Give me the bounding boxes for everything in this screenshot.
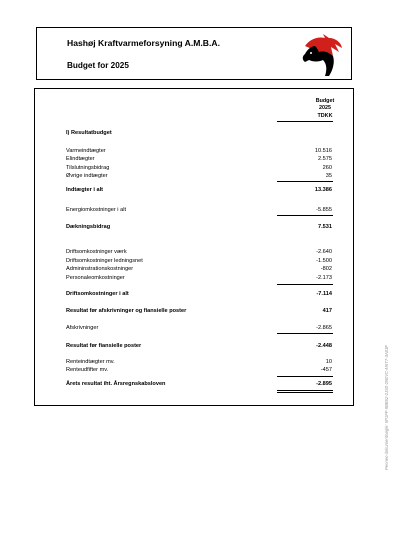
company-name: Hashøj Kraftvarmeforsyning A.M.B.A. bbox=[67, 38, 220, 48]
row-value: -2.895 bbox=[316, 381, 332, 387]
row-label: Elindtægter bbox=[66, 156, 95, 162]
header-underline bbox=[277, 121, 333, 122]
row-value: -1.500 bbox=[316, 258, 332, 264]
row-value: -2.640 bbox=[316, 249, 332, 255]
row-label: Indtægter i alt bbox=[66, 187, 103, 193]
horse-logo-icon bbox=[299, 32, 343, 78]
row-label: Renteindtægter mv. bbox=[66, 359, 115, 365]
subtotal-line bbox=[277, 376, 333, 377]
row-label: Resultat før afskrivninger og fiansielle poster bbox=[66, 308, 187, 314]
subtotal-line bbox=[277, 181, 333, 182]
column-header-budget: Budget bbox=[315, 98, 335, 104]
row-value: -2.448 bbox=[316, 343, 332, 349]
row-value: 13.386 bbox=[314, 187, 332, 193]
row-value: 417 bbox=[322, 308, 332, 314]
row-label: Admininstrationskostninger bbox=[66, 266, 134, 272]
row-value: -7.114 bbox=[316, 291, 332, 297]
row-label: Varmeindtægter bbox=[66, 148, 106, 154]
budget-title: Budget for 2025 bbox=[67, 61, 129, 70]
header-box bbox=[36, 27, 352, 80]
budget-table bbox=[34, 88, 354, 406]
row-label: I) Resultatbudget bbox=[66, 130, 112, 136]
subtotal-line bbox=[277, 333, 333, 334]
subtotal-line bbox=[277, 284, 333, 285]
column-header-year: 2025 bbox=[319, 105, 331, 112]
row-label: Driftsomkostninger i alt bbox=[66, 291, 129, 297]
column-header-unit: TDKK bbox=[317, 112, 333, 119]
row-label: Dækningsbidrag bbox=[66, 224, 111, 230]
row-label: Årets resultat iht. Årsregnskabsloven bbox=[66, 381, 166, 387]
row-label: Tilslutningsbidrag bbox=[66, 165, 110, 171]
row-label: Afskrivninger bbox=[66, 325, 99, 331]
row-value: 7.531 bbox=[318, 224, 332, 230]
row-value: 10 bbox=[325, 359, 332, 365]
row-label: Renteudfifter mv. bbox=[66, 367, 109, 373]
row-value: -2.173 bbox=[316, 275, 332, 281]
row-label: Energiomkostninger i alt bbox=[66, 207, 127, 213]
row-value: -5.855 bbox=[316, 207, 332, 213]
column-header bbox=[301, 98, 349, 120]
row-value: -457 bbox=[320, 367, 332, 373]
grand-total-double-line bbox=[277, 390, 333, 391]
row-value: 10.516 bbox=[314, 148, 332, 154]
subtotal-line bbox=[277, 215, 333, 216]
row-label: Personaleomkostninger bbox=[66, 275, 125, 281]
row-value: 2.575 bbox=[318, 156, 332, 162]
row-label: Resultat før fiansielle poster bbox=[66, 343, 142, 349]
row-label: Driftsomkostninger værk bbox=[66, 249, 127, 255]
penneo-document-key: Penneo dokumentnøgle: 5P1FF-9BB52-2JS0-2N0VC-M6T7-3A53F bbox=[384, 345, 389, 470]
row-value: 260 bbox=[322, 165, 332, 171]
row-value: -802 bbox=[320, 266, 332, 272]
row-value: -2.865 bbox=[316, 325, 332, 331]
row-label: Driftsomkostninger ledningsnet bbox=[66, 258, 143, 264]
row-value: 35 bbox=[325, 173, 332, 179]
row-label: Øvrige indtægter bbox=[66, 173, 108, 179]
